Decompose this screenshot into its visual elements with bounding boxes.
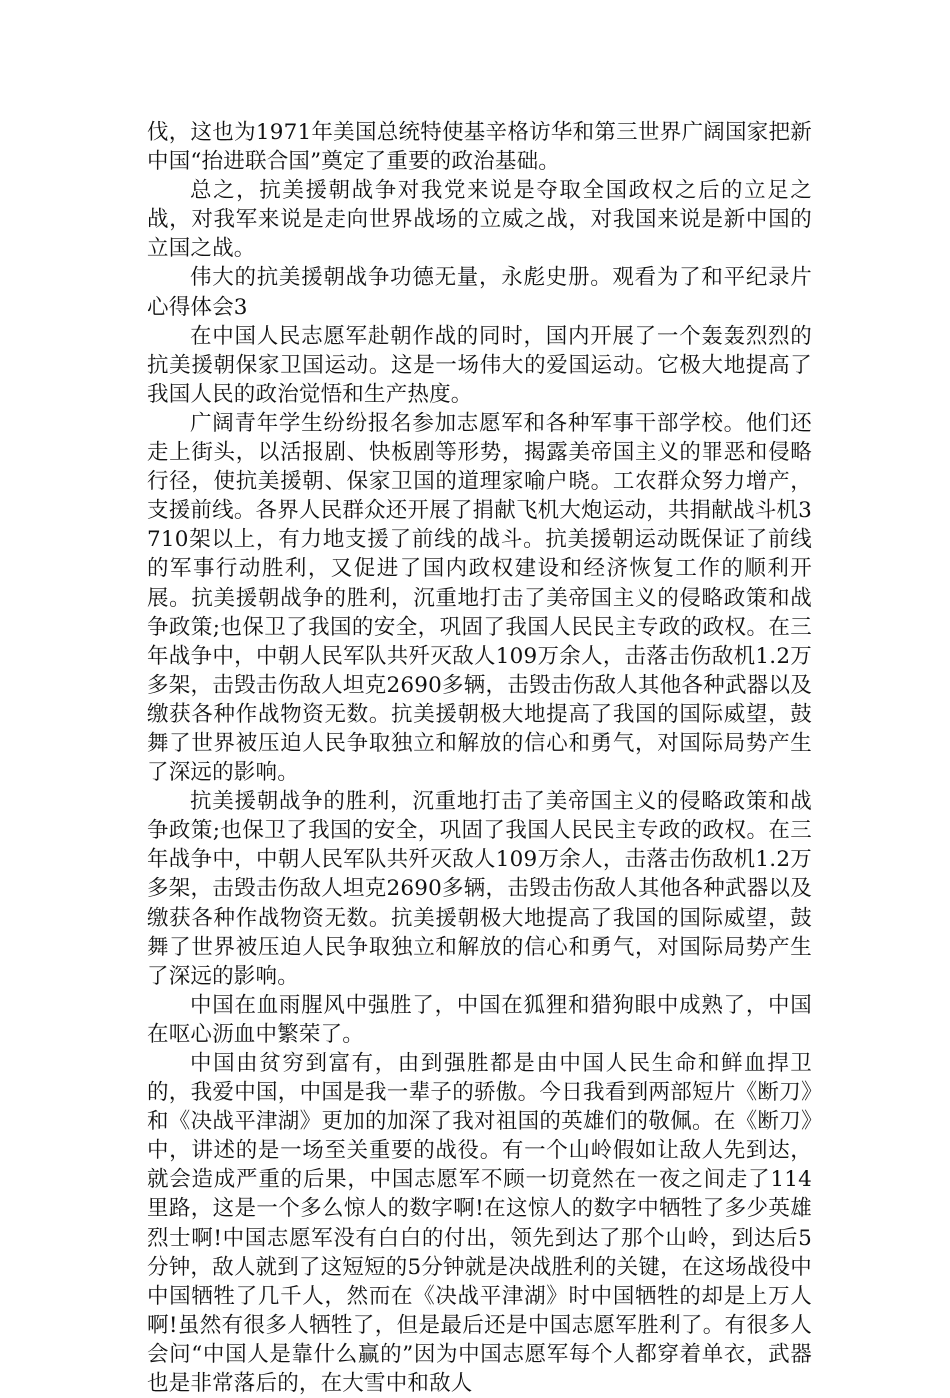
paragraph-summary: 总之，抗美援朝战争对我党来说是夺取全国政权之后的立足之战，对我军来说是走向世界战场的立威之战，对我国来说是新中国的立国之战。	[147, 178, 812, 262]
paragraph-domestic-movement: 在中国人民志愿军赴朝作战的同时，国内开展了一个轰轰烈烈的抗美援朝保家卫国运动。这是一场伟大的爱国运动。它极大地提高了我国人民的政治觉悟和生产热度。	[147, 323, 812, 407]
paragraph-china-prospered: 中国在血雨腥风中强胜了，中国在狐狸和猎狗眼中成熟了，中国在呕心沥血中繁荣了。	[147, 992, 812, 1047]
paragraph-film-reflection: 中国由贫穷到富有，由到强胜都是由中国人民生命和鲜血捍卫的，我爱中国，中国是我一辈子的骄傲。今日我看到两部短片《断刀》和《决战平津湖》更加的加深了我对祖国的英雄们的敬佩。在《断刀》中，讲述的是一场至关重要的战役。有一个山岭假如让敌人先到达，就会造成严重的后果，中国志愿军不顾一切竟然在一夜之间走了114里路，这是一个多么惊人的数字啊!在这惊人的数字中牺牲了多少英雄烈士啊!中国志愿军没有白白的付出，领先到达了那个山岭，到达后5分钟，敌人就到了这短短的5分钟就是决战胜利的关键，在这场战役中中国牺牲了几千人，然而在《决战平津湖》时中国牺牲的却是上万人啊!虽然有很多人牺牲了，但是最后还是中国志愿军胜利了。有很多人会问“中国人是靠什么赢的”因为中国志愿军每个人都穿着单衣，武器也是非常落后的，在大雪中和敌人	[147, 1051, 812, 1397]
paragraph-continuation: 伐，这也为1971年美国总统特使基辛格访华和第三世界广阔国家把新中国“抬进联合国”奠定了重要的政治基础。	[147, 120, 812, 175]
paragraph-victory-significance: 抗美援朝战争的胜利，沉重地打击了美帝国主义的侵略政策和战争政策;也保卫了我国的安全，巩固了我国人民民主专政的政权。在三年战争中，中朝人民军队共歼灭敌人109万余人，击落击伤敌机1.2万多架，击毁击伤敌人坦克2690多辆，击毁击伤敌人其他各种武器以及缴获各种作战物资无数。抗美援朝极大地提高了我国的国际威望，鼓舞了世界被压迫人民争取独立和解放的信心和勇气，对国际局势产生了深远的影响。	[147, 789, 812, 989]
paragraph-youth-support: 广阔青年学生纷纷报名参加志愿军和各种军事干部学校。他们还走上街头，以活报剧、快板剧等形势，揭露美帝国主义的罪恶和侵略行径，使抗美援朝、保家卫国的道理家喻户晓。工农群众努力增产，支援前线。各界人民群众还开展了捐献飞机大炮运动，共捐献战斗机3710架以上，有力地支援了前线的战斗。抗美援朝运动既保证了前线的军事行动胜利，又促进了国内政权建设和经济恢复工作的顺利开展。抗美援朝战争的胜利，沉重地打击了美帝国主义的侵略政策和战争政策;也保卫了我国的安全，巩固了我国人民民主专政的政权。在三年战争中，中朝人民军队共歼灭敌人109万余人，击落击伤敌机1.2万多架，击毁击伤敌人坦克2690多辆，击毁击伤敌人其他各种武器以及缴获各种作战物资无数。抗美援朝极大地提高了我国的国际威望，鼓舞了世界被压迫人民争取独立和解放的信心和勇气，对国际局势产生了深远的影响。	[147, 410, 812, 786]
document-page	[147, 118, 812, 1398]
paragraph-heading-line: 伟大的抗美援朝战争功德无量，永彪史册。观看为了和平纪录片心得体会3	[147, 265, 812, 320]
